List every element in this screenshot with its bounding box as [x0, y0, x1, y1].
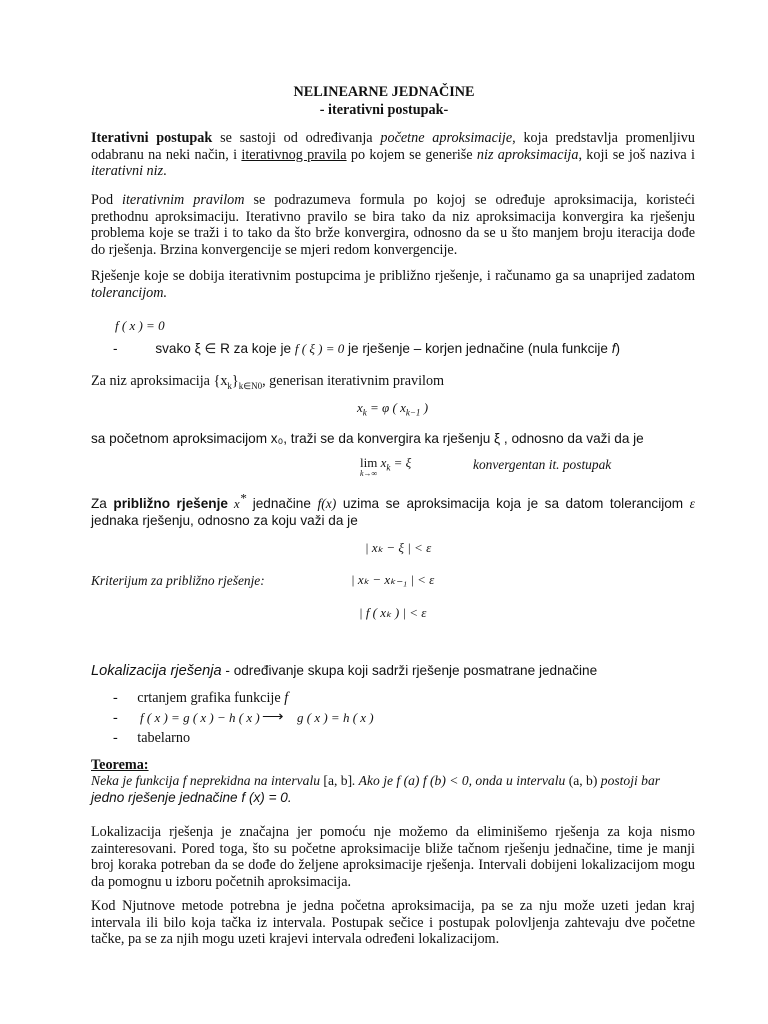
paragraph-priblizno-rjesenje: [91, 490, 695, 529]
text-fragment: , koja predstavlja promenljivu odabranu na neki način, i: [91, 130, 695, 163]
paragraph-iterativno-pravilo: [91, 192, 695, 258]
text-fragment: po kojem se generiše: [346, 146, 477, 163]
text-fragment: , generisan iterativnim pravilom: [262, 373, 445, 389]
label-kriterijum: Kriterijum za približno rješenje:: [91, 573, 265, 588]
bullet-svako-ksi: [113, 341, 620, 358]
subscript-k-in-n0: k∈N0: [238, 380, 263, 391]
term-niz-aproksimacija: niz aproksimacija: [476, 146, 579, 163]
theorem-line-1: [91, 773, 660, 790]
text-fragment: , koji se još naziva i: [578, 146, 695, 163]
term-tolerancijom: tolerancijom.: [91, 284, 168, 301]
term-iterativnim-pravilom: iterativnim pravilom: [122, 192, 245, 208]
term-iterativni-niz: iterativni niz: [91, 163, 164, 180]
text-fragment: . Ako je f (a) f (b) < 0, onda u intervalu: [352, 773, 569, 788]
symbol-f: f: [611, 341, 616, 356]
text-fragment: je rješenje – korjen jednačine (nula funkcije: [344, 341, 612, 356]
text-fragment: Za: [91, 496, 114, 511]
document-subtitle: - iterativni postupak-: [319, 102, 449, 118]
theorem-heading: Teorema:: [91, 757, 149, 773]
symbol-x: x: [227, 496, 240, 511]
bullet-dash: -: [113, 730, 118, 746]
text-fragment: Za niz aproksimacija {x: [91, 373, 228, 389]
equation-criterion-1: | xₖ − ξ | < ε: [365, 540, 432, 555]
symbol-x: x: [357, 400, 363, 415]
bullet-dash: -: [113, 690, 118, 706]
note-konvergentan: konvergentan it. postupak: [473, 457, 612, 472]
text-fragment: jednaka rješenju, odnosno za koju važi da je: [91, 512, 358, 528]
equation-criterion-2: | xₖ − xₖ₋₁ | < ε: [351, 572, 435, 587]
subscript-k-minus-1: k−1: [405, 407, 421, 418]
paragraph-pocetna-aproksimacija: sa početnom aproksimacijom x₀, traži se da konvergira ka rješenju ξ , odnosno da važi da je: [91, 431, 644, 446]
paragraph-lokalizacija-heading: [91, 663, 597, 680]
document-title: NELINEARNE JEDNAČINE: [293, 84, 475, 100]
equation-f-x-zero: f ( x ) = 0: [115, 318, 165, 333]
equation-f-equals-g-minus-h: f ( x ) = g ( x ) − h ( x ): [140, 710, 260, 725]
text-fragment: crtanjem grafika funkcije: [137, 690, 285, 706]
bullet-dash: -: [113, 341, 118, 356]
bullet-g-minus-h: [113, 709, 374, 727]
subscript-k: k: [227, 380, 232, 391]
limit-subscript: k→∞: [360, 469, 378, 478]
paragraph-niz-aproksimacija: [91, 373, 444, 390]
equation-f-ksi-zero: f ( ξ ) = 0: [294, 341, 345, 356]
term-f-x: f(x): [317, 496, 337, 511]
text-fragment: = φ ( x: [366, 400, 406, 415]
theorem-line-2: jedno rješenje jednačine f (x) = 0.: [91, 790, 292, 805]
text-fragment: .: [163, 163, 167, 180]
equation-criterion-3: | f ( xₖ ) | < ε: [359, 605, 427, 620]
symbol-f: f: [284, 690, 289, 706]
symbol-epsilon: ε: [689, 496, 695, 511]
paragraph-tolerancija: [91, 268, 695, 301]
term-lokalizacija-rjesenja: Lokalizacija rješenja: [91, 663, 222, 679]
symbol-x: x: [380, 455, 387, 470]
bullet-dash: -: [113, 710, 118, 726]
bullet-tabelarno: [113, 730, 190, 747]
term-pocetne-aproksimacije: početne aproksimacije: [380, 130, 513, 146]
text-fragment: Rješenje koje se dobija iterativnim postupcima je približno rješenje, i računamo ga sa unaprijed zadatom: [91, 268, 695, 284]
text-fragment: Neka je funkcija f neprekidna na intervalu: [91, 773, 324, 788]
interval-a-b-open: (a, b): [568, 773, 598, 788]
text-fragment: = ξ: [390, 455, 412, 470]
subscript-k: k: [386, 462, 391, 473]
term-iterativni-postupak: Iterativni postupak: [91, 130, 213, 146]
text-fragment: ): [615, 341, 621, 356]
paragraph-iterativni-postupak: [91, 130, 695, 180]
bullet-crtanjem: [113, 690, 288, 707]
text-fragment: se sastoji od određivanja: [212, 130, 381, 146]
equation-iterative-rule: [357, 400, 428, 417]
text-fragment: }: [231, 373, 239, 389]
arrow-right-icon: ⟶: [262, 709, 284, 725]
text-fragment: postoji bar: [597, 773, 661, 788]
text-fragment: ): [420, 400, 429, 415]
text-fragment: Pod: [91, 192, 123, 208]
term-iterativnog-pravila: iterativnog pravila: [241, 146, 347, 163]
text-fragment: tabelarno: [137, 730, 191, 746]
text-fragment: uzima se aproksimacija koja je sa datom tolerancijom: [336, 496, 690, 511]
interval-a-b-closed: [a, b]: [323, 773, 353, 788]
lim-operator: lim: [360, 455, 378, 470]
text-fragment: se podrazumeva formula po kojoj se određuje aproksimacija, koristeći prethodnu aproksimaciju. Iterativno pravilo se bira tako da niz aproksimacija konvergira ka rješenju problema koje se traži i to tako da što brže konvergira, odnosno da se u što manjem broju iteracija dođe do rješenja. Brzina konvergencije se mjeri redom konvergencije.: [91, 192, 695, 258]
paragraph-njutnova-metoda: Kod Njutnove metode potrebna je jedna početna aproksimacija, pa se za nju može uzeti jedan kraj intervala ili bilo koja tačka iz intervala. Postupak sečice i postupak polovljenja zahtevaju dve početne tačke, pa se za njih mogu uzeti krajevi intervala određeni lokalizacijom.: [91, 898, 695, 948]
text-fragment: svako ξ ∈ R za koje je: [155, 341, 295, 356]
term-priblizno-rjesenje: približno rješenje: [113, 496, 228, 511]
text-fragment: - određivanje skupa koji sadrži rješenje posmatrane jednačine: [221, 663, 598, 678]
paragraph-lokalizacija-znacaj: Lokalizacija rješenja je značajna jer pomoću nje možemo da eliminišemo rješenja za koja nismo zainteresovani. Pored toga, što su početne aproksimacije bliže tačnom rješenju jednačine, time je manji broj koraka potreban da se dođe do željene aproksimacije rješenja. Intervali dobijeni lokalizacijom mogu da pomognu u izboru početnih aproksimacija.: [91, 824, 695, 890]
equation-g-equals-h: g ( x ) = h ( x ): [297, 710, 374, 725]
subscript-k: k: [362, 407, 367, 418]
superscript-star: *: [239, 490, 247, 506]
text-fragment: jednačine: [246, 496, 318, 511]
